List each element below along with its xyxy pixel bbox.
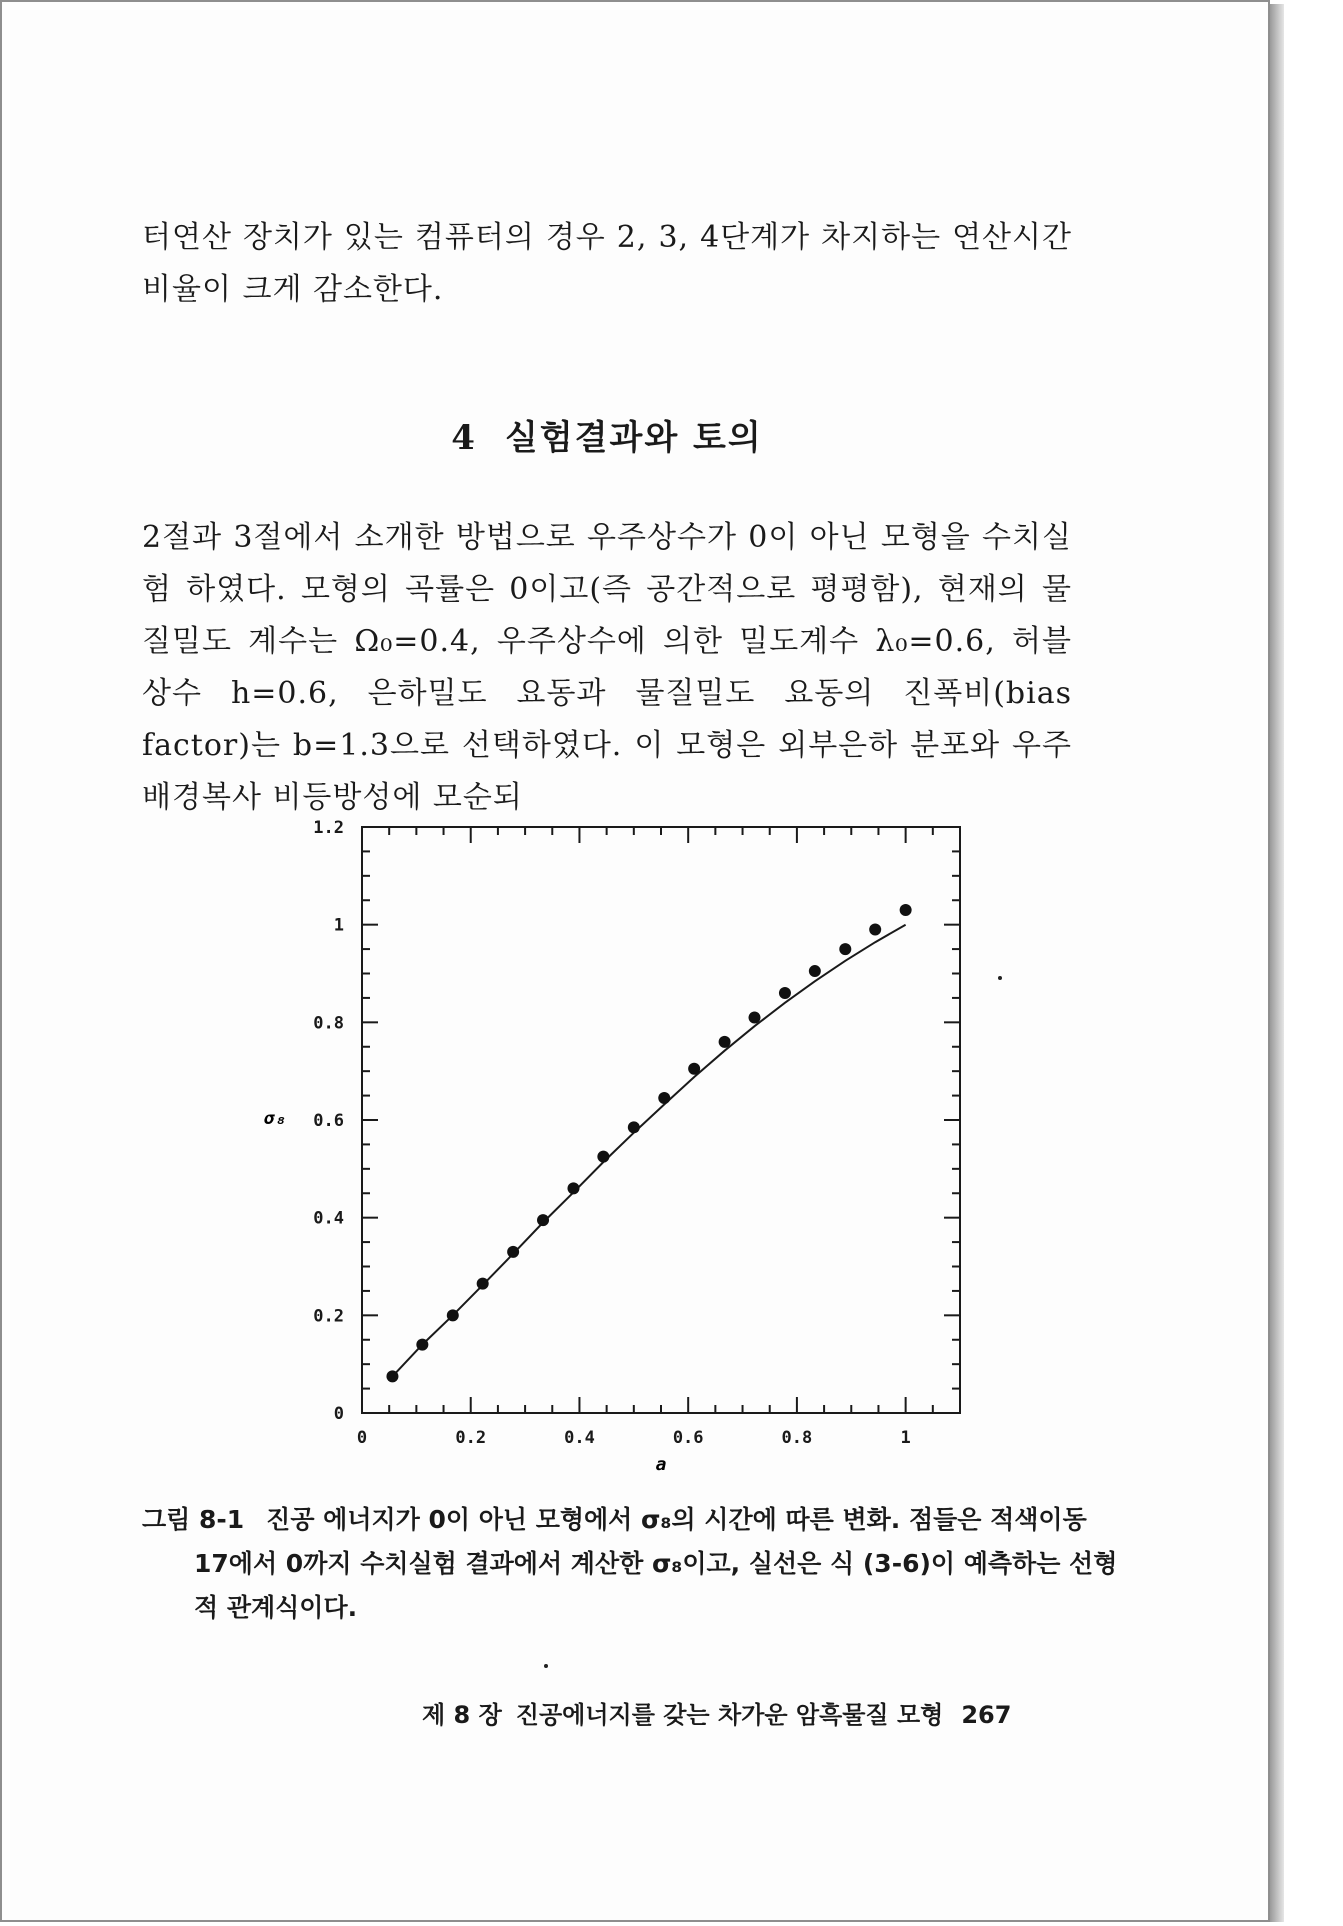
section-title: 실험결과와 토의 — [504, 418, 763, 458]
y-tick-labels — [313, 818, 344, 1424]
data-point — [688, 1063, 700, 1075]
x-tick-label: 0 — [356, 1428, 368, 1448]
y-axis-label: σ₈ — [264, 1108, 286, 1129]
data-point — [507, 1246, 519, 1258]
data-point — [779, 987, 791, 999]
data-point — [567, 1182, 579, 1194]
plot-frame — [362, 827, 960, 1413]
paragraph-top: 터연산 장치가 있는 컴퓨터의 경우 2, 3, 4단계가 차지하는 연산시간 비율이 크게 감소한다. — [142, 220, 1072, 307]
footer-title: 진공에너지를 갖는 차가운 암흑물질 모형 — [515, 1701, 944, 1729]
figure-caption — [142, 1498, 1124, 1630]
x-tick-label: 0.2 — [455, 1428, 487, 1448]
y-tick-label: 0.6 — [313, 1111, 344, 1131]
x-tick-label: 0.4 — [564, 1428, 595, 1448]
data-point — [597, 1151, 609, 1163]
paragraph-body: 2절과 3절에서 소개한 방법으로 우주상수가 0이 아닌 모형을 수치실험 하였다. 모형의 곡률은 0이고(즉 공간적으로 평평함), 현재의 물질밀도 계수는 Ω₀=0.4, 우주상수에 의한 밀도계수 λ₀=0.6, 허블 상수 h=0.6, 은하밀도 요동과 물질밀도 요동의 진폭비(bias factor)는 b=1.3으로 선택하였다. 이 모형은 외부은하 분포와 우주 배경복사 비등방성에 모순되 — [142, 520, 1072, 815]
x-tick-label: 0.8 — [781, 1428, 813, 1448]
data-point — [658, 1092, 670, 1104]
y-tick-label: 1 — [333, 915, 344, 936]
x-tick-label: 0.6 — [672, 1428, 704, 1448]
y-tick-label: 1.2 — [313, 818, 344, 838]
x-tick-label: 1 — [900, 1428, 911, 1448]
data-point — [416, 1339, 428, 1351]
data-point — [749, 1011, 761, 1023]
data-point — [839, 943, 851, 955]
x-tick-labels — [357, 1428, 911, 1448]
data-point — [477, 1278, 489, 1290]
footer-chapter: 제 8 장 — [422, 1701, 502, 1729]
data-point — [537, 1214, 549, 1226]
x-axis-label: a — [655, 1454, 667, 1475]
y-tick-label: 0.4 — [313, 1208, 344, 1229]
page-number: 267 — [961, 1701, 1012, 1729]
page-edge-shadow — [1270, 4, 1284, 1922]
caption-text: 진공 에너지가 0이 아닌 모형에서 σ₈의 시간에 따른 변화. 점들은 적색이동 17에서 0까지 수치실험 결과에서 계산한 σ₈이고, 실선은 식 (3-6)이 예측하는 선형적 관계식이다. — [194, 1505, 1118, 1622]
sigma8-chart — [252, 802, 1012, 1482]
caption-tag: 그림 8-1 — [142, 1505, 245, 1534]
scan-speck — [544, 1664, 548, 1668]
y-tick-label: 0.8 — [313, 1013, 344, 1034]
data-point — [809, 965, 821, 977]
data-point — [900, 904, 912, 916]
linear-prediction-line — [392, 925, 905, 1377]
axis-ticks — [362, 827, 960, 1413]
data-point — [719, 1036, 731, 1048]
running-footer — [422, 1695, 1072, 1730]
data-point — [628, 1121, 640, 1133]
section-heading — [142, 410, 1072, 459]
data-point — [447, 1309, 459, 1321]
data-point — [869, 924, 881, 936]
series-line — [392, 925, 905, 1377]
data-point — [386, 1370, 398, 1382]
series-points — [386, 904, 911, 1382]
scan-speck — [998, 976, 1002, 980]
y-tick-label: 0 — [333, 1404, 344, 1424]
y-tick-label: 0.2 — [313, 1306, 344, 1327]
figure-8-1 — [252, 802, 1012, 1482]
section-number: 4 — [451, 418, 477, 458]
